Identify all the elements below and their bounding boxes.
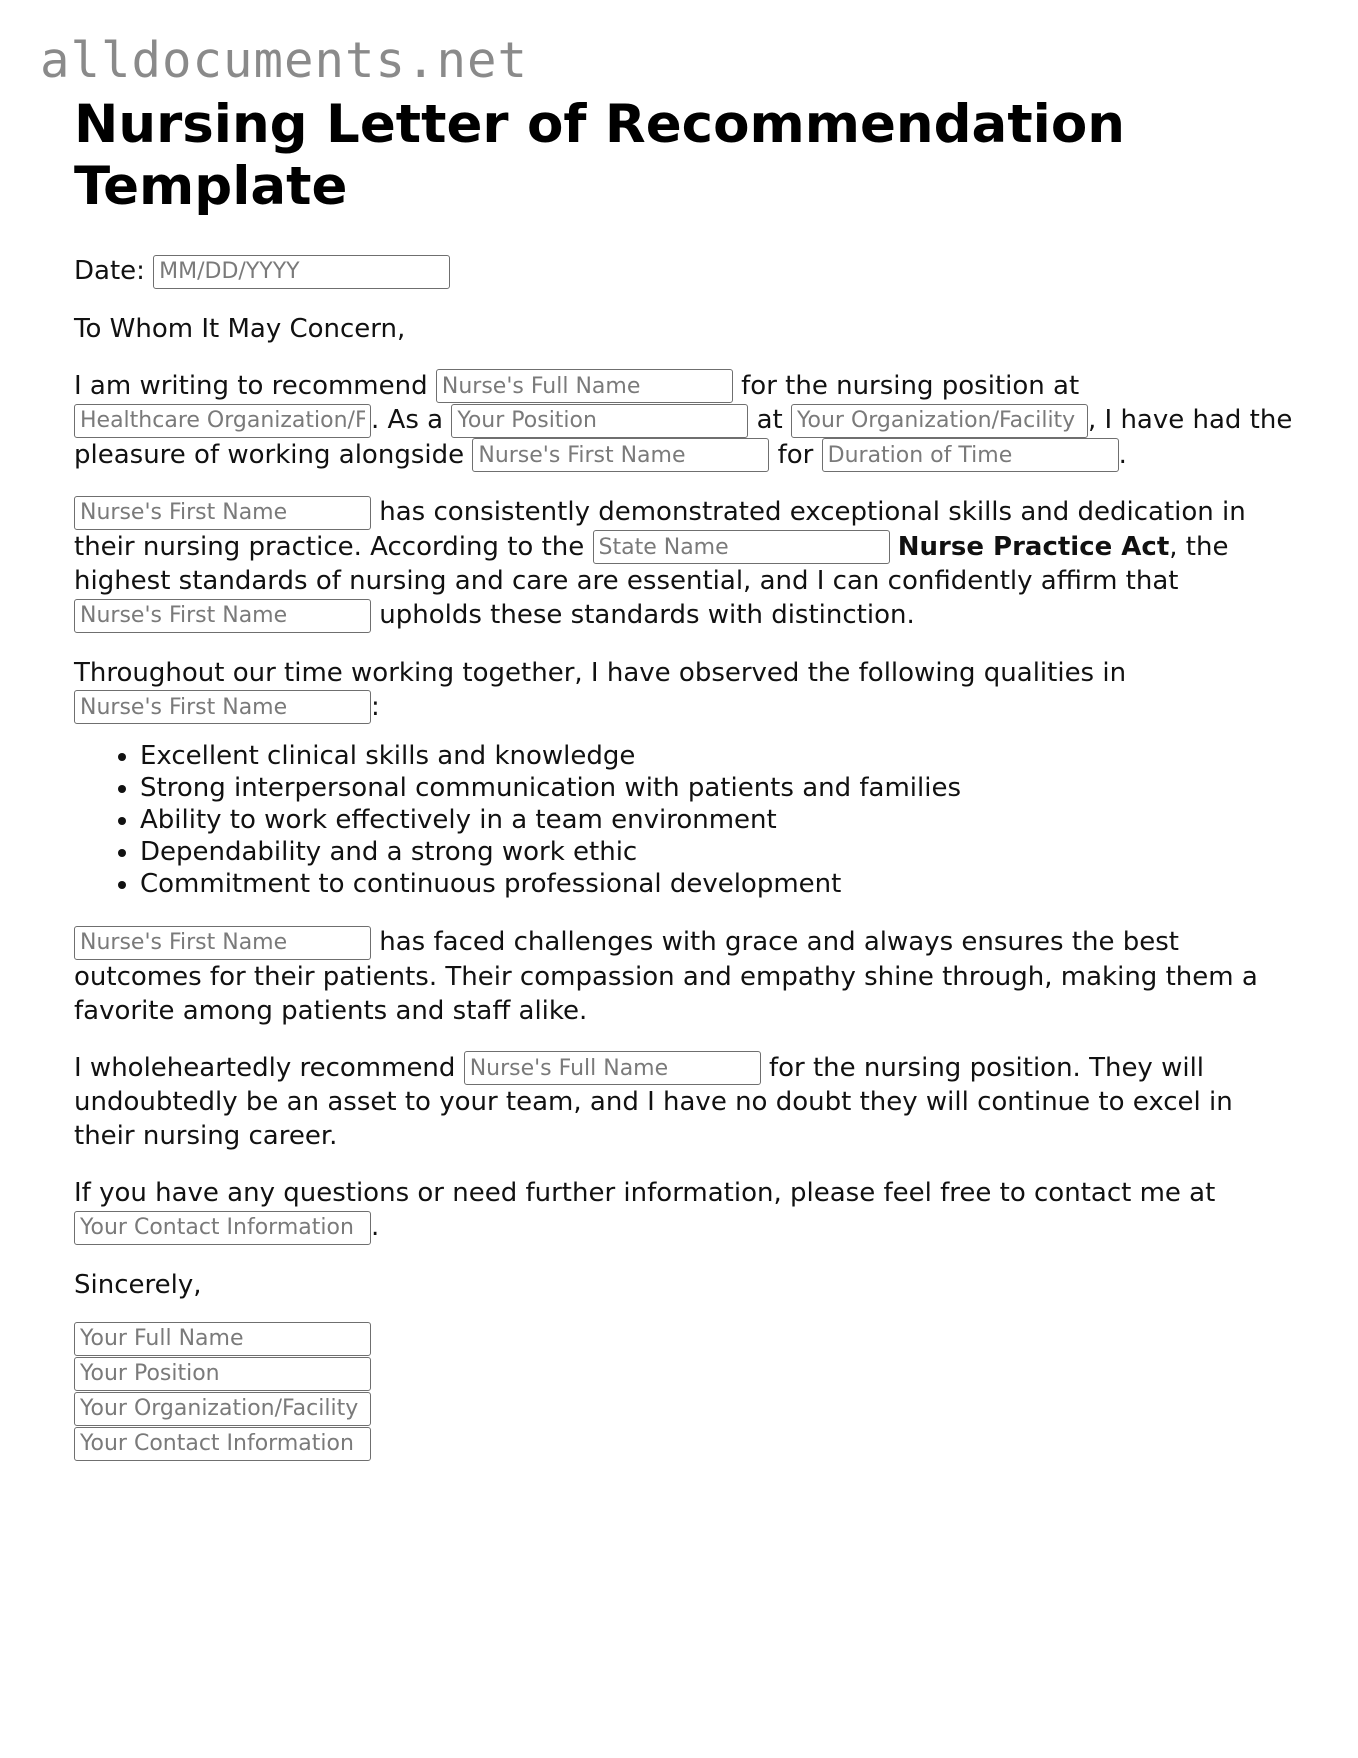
list-item: • Ability to work effectively in a team environment xyxy=(140,804,1294,836)
text: for xyxy=(769,439,822,470)
page-title: Nursing Letter of Recommendation Template xyxy=(74,94,1125,217)
text: . xyxy=(371,1212,380,1242)
list-item: • Commitment to continuous professional development xyxy=(140,868,1294,900)
nurse-practice-act: Nurse Practice Act xyxy=(897,531,1170,562)
date-line xyxy=(74,254,1294,289)
your-position-input[interactable] xyxy=(74,1357,371,1391)
list-item: • Dependability and a strong work ethic xyxy=(140,836,1294,868)
text: Throughout our time working together, I have observed the following qualities in xyxy=(74,657,1127,688)
letter-body xyxy=(74,94,1294,1462)
text: , the highest standards of nursing and care are essential, and I can confidently affirm that xyxy=(74,531,1229,596)
list-item: • Excellent clinical skills and knowledge xyxy=(140,740,1294,772)
closing: Sincerely, xyxy=(74,1269,202,1300)
your-full-name-input[interactable] xyxy=(74,1322,371,1356)
paragraph-contact xyxy=(74,1176,1294,1245)
paragraph-skills xyxy=(74,495,1294,633)
text: If you have any questions or need further information, please feel free to contact me at xyxy=(74,1178,1216,1208)
watermark: alldocuments.net xyxy=(40,32,529,89)
text: has consistently demonstrated exceptional skills and dedication in their nursing practice. According to the xyxy=(74,497,1246,562)
text: . As a xyxy=(371,405,452,435)
text: at xyxy=(748,405,791,435)
paragraph-recommend xyxy=(74,1051,1294,1154)
contact-information-input[interactable] xyxy=(74,1211,371,1245)
paragraph-intro xyxy=(74,369,1294,473)
greeting: To Whom It May Concern, xyxy=(74,313,406,344)
list-item: • Strong interpersonal communication with patients and families xyxy=(140,772,1294,804)
text: : xyxy=(371,691,380,722)
qualities-list xyxy=(74,740,1294,900)
nurse-first-name-input[interactable] xyxy=(472,438,769,472)
text: , I have had the pleasure of working alongside xyxy=(74,405,1293,470)
your-organization-input[interactable] xyxy=(74,1392,371,1426)
date-label: Date: xyxy=(74,256,145,286)
text: upholds these standards with distinction. xyxy=(371,600,915,630)
text: I wholeheartedly recommend xyxy=(74,1052,464,1083)
text: I am writing to recommend xyxy=(74,370,436,401)
text: . xyxy=(1118,439,1127,470)
your-organization-input[interactable] xyxy=(791,404,1088,438)
nurse-first-name-input[interactable] xyxy=(74,496,371,530)
paragraph-qualities-intro xyxy=(74,656,1294,725)
nurse-full-name-input[interactable] xyxy=(436,369,733,403)
healthcare-organization-input[interactable] xyxy=(74,404,371,438)
duration-input[interactable] xyxy=(822,438,1119,472)
your-position-input[interactable] xyxy=(451,404,748,438)
nurse-first-name-input[interactable] xyxy=(74,690,371,724)
signature-block xyxy=(74,1322,1294,1461)
contact-information-input[interactable] xyxy=(74,1427,371,1461)
text: has faced challenges with grace and always ensures the best outcomes for their patients. Their compassion and empathy shine through, making them a favorite among patients and staff alike. xyxy=(74,927,1258,1026)
text: for the nursing position. They will undoubtedly be an asset to your team, and I have no doubt they will continue to excel in their nursing career. xyxy=(74,1052,1233,1151)
nurse-first-name-input[interactable] xyxy=(74,599,371,633)
text: for the nursing position at xyxy=(732,370,1080,401)
date-input[interactable] xyxy=(153,255,450,289)
state-name-input[interactable] xyxy=(593,530,890,564)
paragraph-challenges xyxy=(74,925,1294,1028)
nurse-first-name-input[interactable] xyxy=(74,926,371,960)
nurse-full-name-input[interactable] xyxy=(464,1051,761,1085)
